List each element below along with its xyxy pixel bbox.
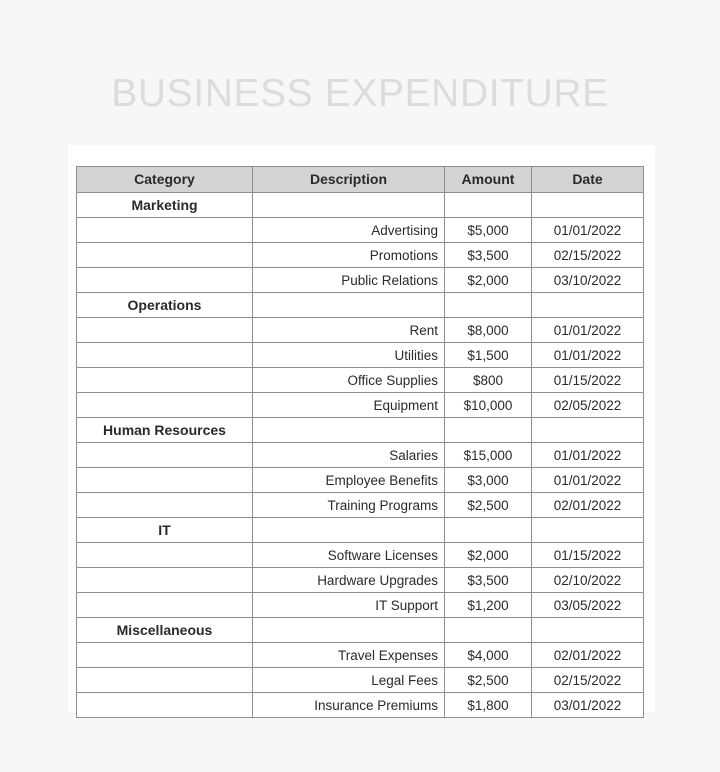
cell-description[interactable]: Office Supplies bbox=[253, 368, 445, 393]
cell-amount[interactable]: $10,000 bbox=[445, 393, 532, 418]
table-row bbox=[77, 493, 644, 518]
cell-amount[interactable]: $2,000 bbox=[445, 543, 532, 568]
cell-description[interactable]: Legal Fees bbox=[253, 668, 445, 693]
cell-category[interactable] bbox=[77, 493, 253, 518]
table-section-row bbox=[77, 618, 644, 643]
table-header-row bbox=[77, 167, 644, 193]
column-header-amount[interactable]: Amount bbox=[445, 167, 532, 193]
cell-date[interactable]: 03/10/2022 bbox=[532, 268, 644, 293]
page-title: BUSINESS EXPENDITURE bbox=[111, 72, 609, 115]
cell-date[interactable]: 01/01/2022 bbox=[532, 218, 644, 243]
cell-date[interactable]: 02/15/2022 bbox=[532, 668, 644, 693]
cell-description[interactable]: Advertising bbox=[253, 218, 445, 243]
cell-category[interactable] bbox=[77, 468, 253, 493]
table-header bbox=[77, 167, 644, 193]
table-section-row bbox=[77, 518, 644, 543]
table-row bbox=[77, 443, 644, 468]
cell-category[interactable]: Human Resources bbox=[77, 418, 253, 443]
cell-date[interactable]: 02/10/2022 bbox=[532, 568, 644, 593]
cell-category[interactable]: Marketing bbox=[77, 193, 253, 218]
cell-amount[interactable] bbox=[445, 518, 532, 543]
cell-category[interactable]: Miscellaneous bbox=[77, 618, 253, 643]
cell-amount[interactable]: $2,000 bbox=[445, 268, 532, 293]
cell-description[interactable]: Salaries bbox=[253, 443, 445, 468]
table-section-row bbox=[77, 193, 644, 218]
cell-category[interactable] bbox=[77, 668, 253, 693]
cell-description[interactable] bbox=[253, 293, 445, 318]
table-row bbox=[77, 693, 644, 718]
cell-date[interactable]: 01/01/2022 bbox=[532, 468, 644, 493]
cell-amount[interactable]: $2,500 bbox=[445, 493, 532, 518]
cell-category[interactable] bbox=[77, 218, 253, 243]
cell-description[interactable]: Equipment bbox=[253, 393, 445, 418]
cell-date[interactable]: 01/01/2022 bbox=[532, 343, 644, 368]
table-row bbox=[77, 468, 644, 493]
column-header-category[interactable]: Category bbox=[77, 167, 253, 193]
cell-description[interactable] bbox=[253, 418, 445, 443]
cell-amount[interactable]: $2,500 bbox=[445, 668, 532, 693]
cell-category[interactable] bbox=[77, 543, 253, 568]
cell-amount[interactable]: $15,000 bbox=[445, 443, 532, 468]
cell-amount[interactable]: $3,500 bbox=[445, 243, 532, 268]
cell-category[interactable] bbox=[77, 368, 253, 393]
cell-amount[interactable] bbox=[445, 418, 532, 443]
cell-date[interactable]: 02/15/2022 bbox=[532, 243, 644, 268]
cell-amount[interactable] bbox=[445, 293, 532, 318]
spreadsheet-card bbox=[68, 145, 655, 712]
cell-date[interactable]: 03/05/2022 bbox=[532, 593, 644, 618]
cell-description[interactable]: Utilities bbox=[253, 343, 445, 368]
table-row bbox=[77, 243, 644, 268]
table-row bbox=[77, 268, 644, 293]
table-container bbox=[76, 166, 643, 718]
table-row bbox=[77, 593, 644, 618]
cell-amount[interactable] bbox=[445, 193, 532, 218]
cell-description[interactable]: Public Relations bbox=[253, 268, 445, 293]
column-header-date[interactable]: Date bbox=[532, 167, 644, 193]
cell-category[interactable] bbox=[77, 643, 253, 668]
cell-description[interactable] bbox=[253, 193, 445, 218]
cell-date[interactable]: 03/01/2022 bbox=[532, 693, 644, 718]
cell-amount[interactable]: $1,800 bbox=[445, 693, 532, 718]
column-header-description[interactable]: Description bbox=[253, 167, 445, 193]
cell-description[interactable] bbox=[253, 518, 445, 543]
cell-description[interactable]: Training Programs bbox=[253, 493, 445, 518]
cell-category[interactable] bbox=[77, 393, 253, 418]
cell-amount[interactable]: $3,500 bbox=[445, 568, 532, 593]
cell-date[interactable]: 01/15/2022 bbox=[532, 543, 644, 568]
cell-date[interactable]: 02/05/2022 bbox=[532, 393, 644, 418]
table-row bbox=[77, 393, 644, 418]
table-row bbox=[77, 218, 644, 243]
cell-date[interactable]: 01/15/2022 bbox=[532, 368, 644, 393]
cell-amount[interactable] bbox=[445, 618, 532, 643]
cell-category[interactable] bbox=[77, 568, 253, 593]
cell-date[interactable] bbox=[532, 618, 644, 643]
cell-description[interactable]: IT Support bbox=[253, 593, 445, 618]
cell-date[interactable]: 01/01/2022 bbox=[532, 318, 644, 343]
cell-amount[interactable]: $1,500 bbox=[445, 343, 532, 368]
table-row bbox=[77, 343, 644, 368]
cell-date[interactable]: 02/01/2022 bbox=[532, 493, 644, 518]
cell-amount[interactable]: $3,000 bbox=[445, 468, 532, 493]
cell-description[interactable]: Employee Benefits bbox=[253, 468, 445, 493]
cell-description[interactable] bbox=[253, 618, 445, 643]
cell-category[interactable] bbox=[77, 343, 253, 368]
cell-category[interactable] bbox=[77, 243, 253, 268]
cell-description[interactable]: Hardware Upgrades bbox=[253, 568, 445, 593]
cell-date[interactable]: 02/01/2022 bbox=[532, 643, 644, 668]
table-row bbox=[77, 668, 644, 693]
cell-description[interactable]: Travel Expenses bbox=[253, 643, 445, 668]
cell-category[interactable]: Operations bbox=[77, 293, 253, 318]
cell-description[interactable]: Insurance Premiums bbox=[253, 693, 445, 718]
cell-description[interactable]: Rent bbox=[253, 318, 445, 343]
cell-amount[interactable]: $4,000 bbox=[445, 643, 532, 668]
cell-category[interactable] bbox=[77, 443, 253, 468]
cell-amount[interactable]: $800 bbox=[445, 368, 532, 393]
table-row bbox=[77, 568, 644, 593]
cell-date[interactable]: 01/01/2022 bbox=[532, 443, 644, 468]
cell-category[interactable] bbox=[77, 268, 253, 293]
cell-amount[interactable]: $5,000 bbox=[445, 218, 532, 243]
table-row bbox=[77, 318, 644, 343]
cell-amount[interactable]: $8,000 bbox=[445, 318, 532, 343]
cell-date[interactable] bbox=[532, 518, 644, 543]
table-section-row bbox=[77, 418, 644, 443]
table-row bbox=[77, 643, 644, 668]
cell-amount[interactable]: $1,200 bbox=[445, 593, 532, 618]
cell-category[interactable] bbox=[77, 318, 253, 343]
table-body bbox=[77, 193, 644, 718]
table-row bbox=[77, 543, 644, 568]
cell-category[interactable] bbox=[77, 693, 253, 718]
cell-category[interactable] bbox=[77, 593, 253, 618]
cell-date[interactable] bbox=[532, 293, 644, 318]
table-row bbox=[77, 368, 644, 393]
cell-description[interactable]: Software Licenses bbox=[253, 543, 445, 568]
cell-date[interactable] bbox=[532, 418, 644, 443]
cell-category[interactable]: IT bbox=[77, 518, 253, 543]
cell-date[interactable] bbox=[532, 193, 644, 218]
table-section-row bbox=[77, 293, 644, 318]
expenditure-table bbox=[76, 166, 644, 718]
cell-description[interactable]: Promotions bbox=[253, 243, 445, 268]
